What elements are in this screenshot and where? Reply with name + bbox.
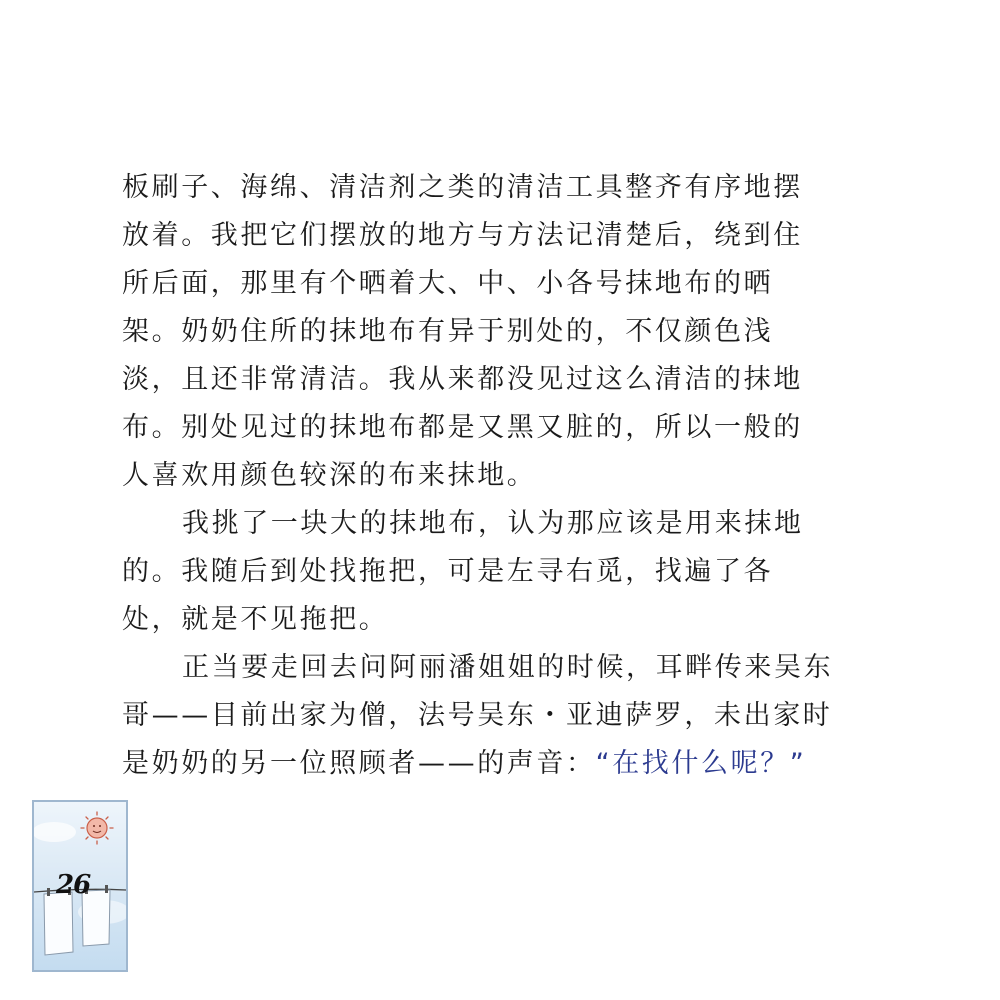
- dialogue-quote: “在找什么呢？”: [595, 748, 807, 779]
- text-line: 板刷子、海绵、清洁剂之类的清洁工具整齐有序地摆: [122, 172, 803, 203]
- text-line: 我挑了一块大的抹地布，认为那应该是用来抹地: [182, 508, 804, 539]
- text-line: 的。我随后到处找拖把，可是左寻右觅，找遍了各: [122, 556, 774, 587]
- page-number: 26: [56, 870, 91, 900]
- text-line: 哥——目前出家为僧，法号吴东・亚迪萨罗，未出家时: [122, 700, 833, 731]
- body-text: [122, 164, 832, 788]
- text-line: 处，就是不见拖把。: [122, 604, 389, 635]
- text-line: 正当要走回去问阿丽潘姐姐的时候，耳畔传来吴东: [182, 652, 834, 683]
- text-line: 架。奶奶住所的抹地布有异于别处的，不仅颜色浅: [122, 316, 774, 347]
- text-line: 是奶奶的另一位照顾者——的声音：: [122, 748, 596, 779]
- text-line-with-quote: [122, 740, 832, 788]
- text-line: 所后面，那里有个晒着大、中、小各号抹地布的晒: [122, 268, 774, 299]
- text-line: 人喜欢用颜色较深的布来抹地。: [122, 460, 537, 491]
- text-line: 淡，且还非常清洁。我从来都没见过这么清洁的抹地: [122, 364, 803, 395]
- corner-illustration: [32, 800, 128, 972]
- text-line: 放着。我把它们摆放的地方与方法记清楚后，绕到住: [122, 220, 803, 251]
- sun-icon: [81, 812, 113, 844]
- text-line: 布。别处见过的抹地布都是又黑又脏的，所以一般的: [122, 412, 803, 443]
